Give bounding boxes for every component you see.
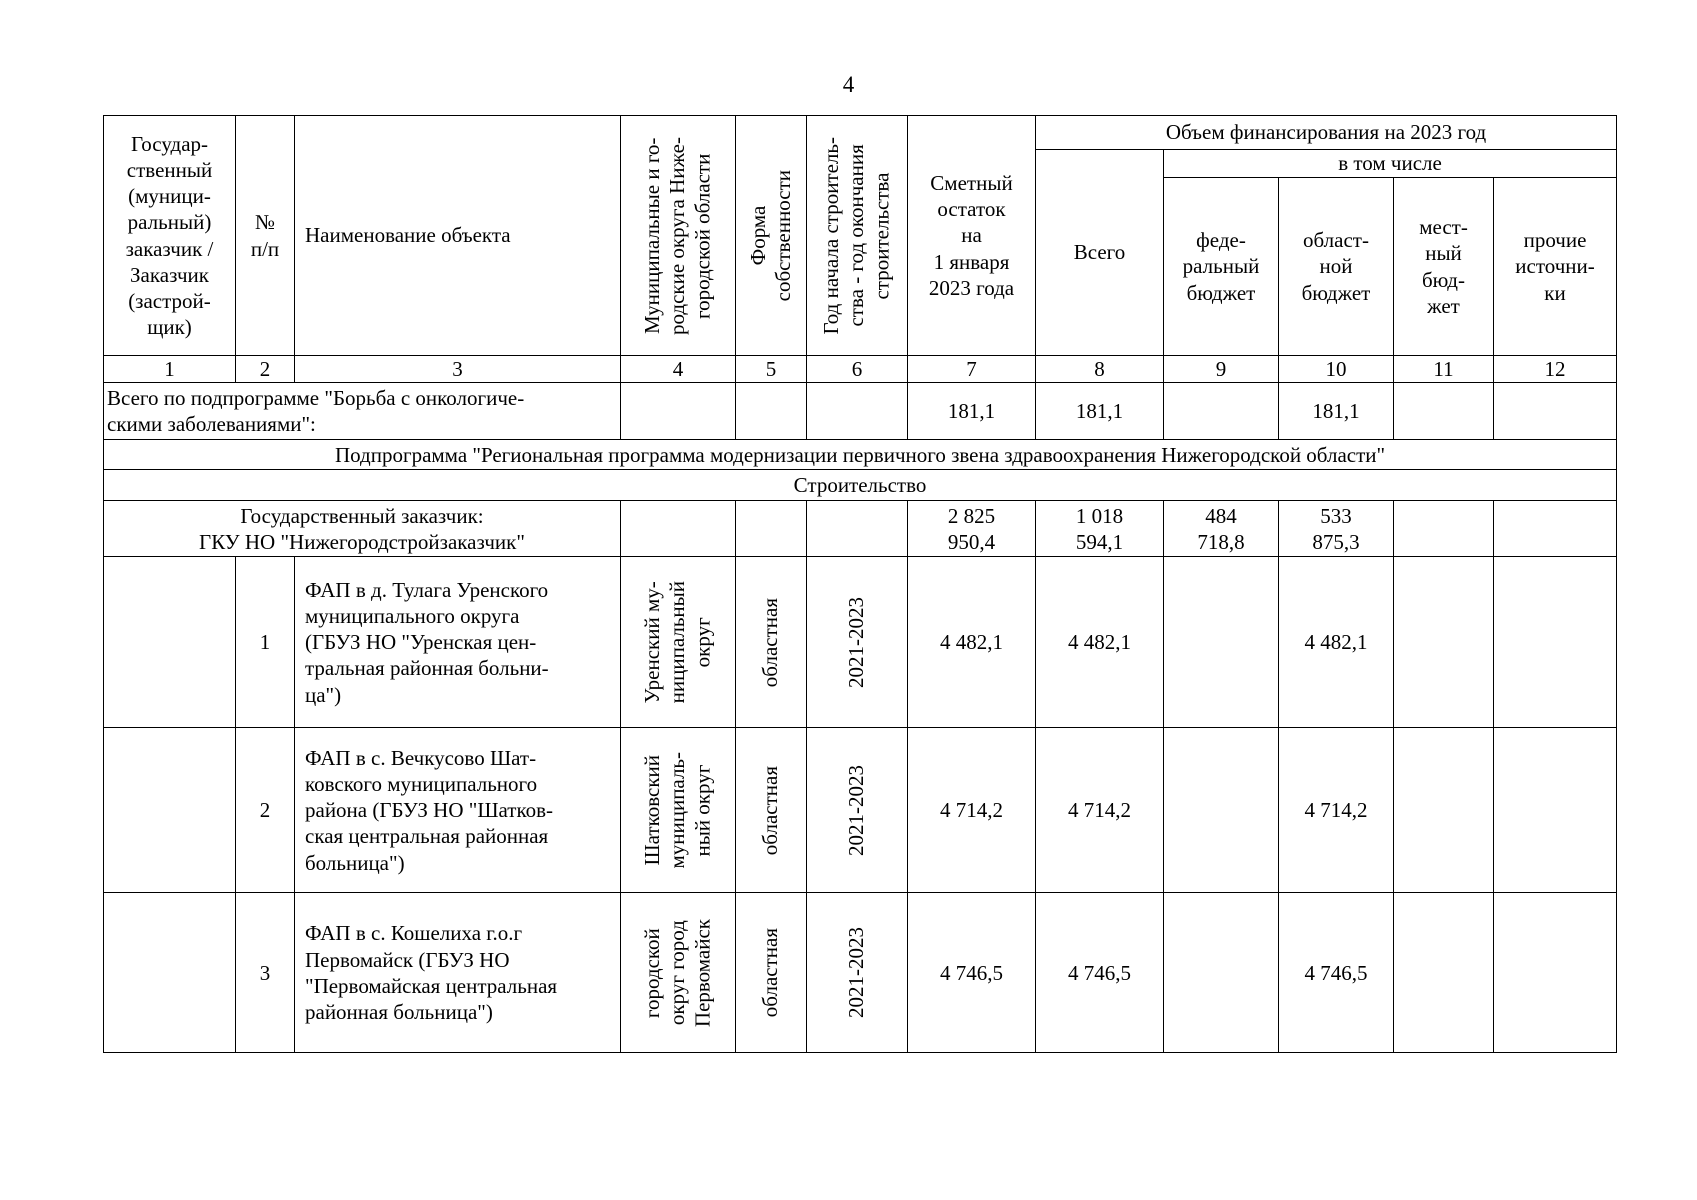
- column-number: 1: [104, 356, 236, 383]
- table-row: [104, 728, 1617, 893]
- column-number: 12: [1494, 356, 1617, 383]
- cell-empty: [1494, 383, 1617, 440]
- cell-empty: [1394, 728, 1494, 893]
- column-number: 10: [1279, 356, 1394, 383]
- subtotal-oncology-row: [104, 383, 1617, 440]
- cell-empty: [1394, 557, 1494, 728]
- column-numbers-row: [104, 356, 1617, 383]
- row-estimate: 4 746,5: [908, 893, 1036, 1053]
- financing-table: [103, 115, 1617, 1053]
- customer-regional: 533 875,3: [1279, 501, 1394, 557]
- customer-total: 1 018 594,1: [1036, 501, 1164, 557]
- header-financing-group: Объем финансирования на 2023 год: [1036, 116, 1617, 150]
- object-name: ФАП в с. Вечкусово Шат- ковского муниципального района (ГБУЗ НО "Шатков- ская центральная районная больница"): [295, 728, 621, 893]
- cell-empty: [807, 383, 908, 440]
- cell-empty: [1494, 893, 1617, 1053]
- header-other: прочие источни- ки: [1494, 178, 1617, 356]
- row-total: 4 714,2: [1036, 728, 1164, 893]
- page-number: 4: [842, 72, 855, 97]
- column-number: 3: [295, 356, 621, 383]
- subprogram-title: Подпрограмма "Региональная программа модернизации первичного звена здравоохранения Нижегородской области": [104, 440, 1617, 470]
- subtotal-label: Всего по подпрограмме "Борьба с онкологиче- скими заболеваниями":: [104, 383, 621, 440]
- subtotal-estimate: 181,1: [908, 383, 1036, 440]
- row-regional: 4 714,2: [1279, 728, 1394, 893]
- column-number: 4: [621, 356, 736, 383]
- table-row: [104, 893, 1617, 1053]
- row-regional: 4 746,5: [1279, 893, 1394, 1053]
- header-local: мест- ный бюд- жет: [1394, 178, 1494, 356]
- header-total: Всего: [1036, 150, 1164, 356]
- row-estimate: 4 714,2: [908, 728, 1036, 893]
- row-ownership: областная: [736, 893, 807, 1053]
- cell-empty: [736, 383, 807, 440]
- header-federal: феде- ральный бюджет: [1164, 178, 1279, 356]
- header-years: Год начала строитель- ства - год окончания строительства: [807, 116, 908, 356]
- cell-empty: [1164, 383, 1279, 440]
- subprogram-title-row: [104, 440, 1617, 470]
- cell-empty: [1394, 893, 1494, 1053]
- cell-empty: [1164, 557, 1279, 728]
- cell-empty: [621, 383, 736, 440]
- subtotal-regional: 181,1: [1279, 383, 1394, 440]
- customer-label: Государственный заказчик: ГКУ НО "Нижегородстройзаказчик": [104, 501, 621, 557]
- cell-empty: [104, 893, 236, 1053]
- subtotal-total: 181,1: [1036, 383, 1164, 440]
- column-number: 6: [807, 356, 908, 383]
- row-years: 2021-2023: [807, 557, 908, 728]
- header-number: № п/п: [236, 116, 295, 356]
- customer-federal: 484 718,8: [1164, 501, 1279, 557]
- cell-empty: [1494, 501, 1617, 557]
- section-title-row: [104, 470, 1617, 501]
- section-title: Строительство: [104, 470, 1617, 501]
- row-total: 4 746,5: [1036, 893, 1164, 1053]
- row-number: 3: [236, 893, 295, 1053]
- column-number: 11: [1394, 356, 1494, 383]
- row-regional: 4 482,1: [1279, 557, 1394, 728]
- column-number: 5: [736, 356, 807, 383]
- row-years: 2021-2023: [807, 893, 908, 1053]
- table-row: [104, 557, 1617, 728]
- cell-empty: [1494, 728, 1617, 893]
- header-ownership: Форма собственности: [736, 116, 807, 356]
- row-municipality: городской округ город Первомайск: [621, 893, 736, 1053]
- cell-empty: [104, 557, 236, 728]
- header-estimate-balance: Сметный остаток на 1 января 2023 года: [908, 116, 1036, 356]
- column-number: 2: [236, 356, 295, 383]
- row-municipality: Уренский му- ниципальный округ: [621, 557, 736, 728]
- header-customer: Государ- ственный (муници- pальный) заказчик / Заказчик (застрой- щик): [104, 116, 236, 356]
- row-years: 2021-2023: [807, 728, 908, 893]
- object-name: ФАП в с. Кошелиха г.о.г Первомайск (ГБУЗ НО "Первомайская центральная районная больница"): [295, 893, 621, 1053]
- customer-estimate: 2 825 950,4: [908, 501, 1036, 557]
- object-name: ФАП в д. Тулага Уренского муниципального округа (ГБУЗ НО "Уренская цен- тральная районная больни- ца"): [295, 557, 621, 728]
- header-object-name: Наименование объекта: [295, 116, 621, 356]
- column-number: 8: [1036, 356, 1164, 383]
- row-municipality: Шатковский муниципаль- ный округ: [621, 728, 736, 893]
- cell-empty: [621, 501, 736, 557]
- cell-empty: [104, 728, 236, 893]
- cell-empty: [736, 501, 807, 557]
- column-number: 7: [908, 356, 1036, 383]
- header-including: в том числе: [1164, 150, 1617, 178]
- header-municipality: Муниципальные и го- родские округа Ниже- городской области: [621, 116, 736, 356]
- customer-row: [104, 501, 1617, 557]
- cell-empty: [807, 501, 908, 557]
- row-total: 4 482,1: [1036, 557, 1164, 728]
- row-estimate: 4 482,1: [908, 557, 1036, 728]
- cell-empty: [1494, 557, 1617, 728]
- cell-empty: [1164, 728, 1279, 893]
- row-ownership: областная: [736, 728, 807, 893]
- row-number: 1: [236, 557, 295, 728]
- cell-empty: [1394, 501, 1494, 557]
- column-number: 9: [1164, 356, 1279, 383]
- row-number: 2: [236, 728, 295, 893]
- row-ownership: областная: [736, 557, 807, 728]
- cell-empty: [1394, 383, 1494, 440]
- header-regional: област- ной бюджет: [1279, 178, 1394, 356]
- header-row-1: [104, 116, 1617, 150]
- cell-empty: [1164, 893, 1279, 1053]
